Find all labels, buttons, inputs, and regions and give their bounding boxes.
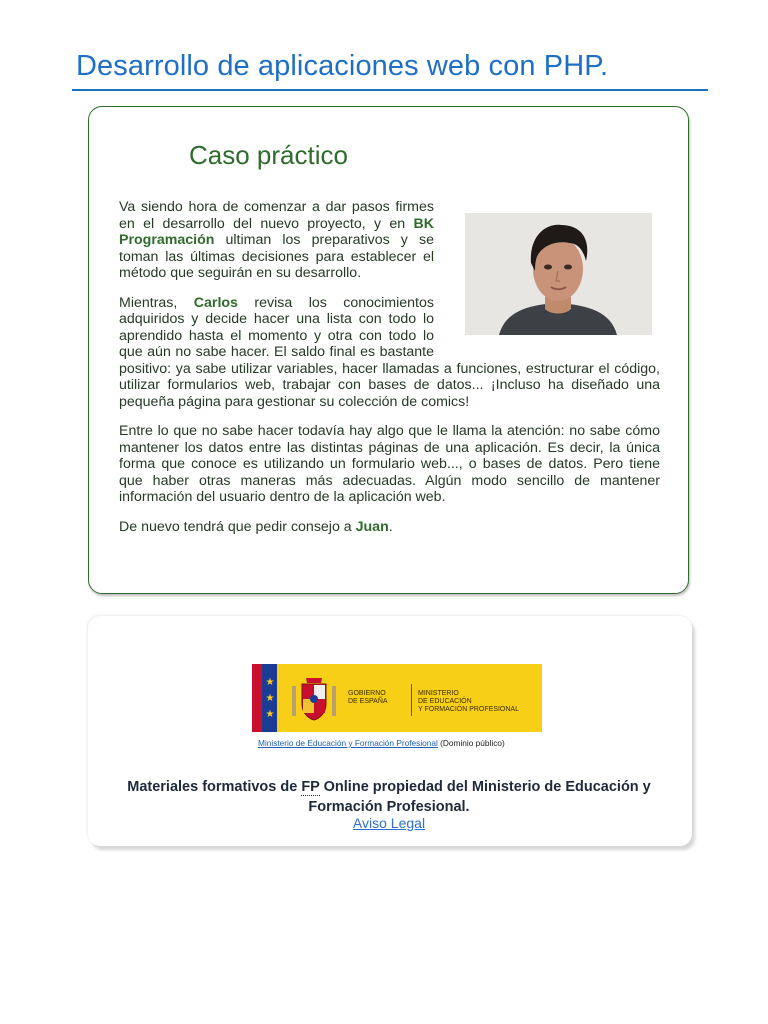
title-underline [72, 89, 708, 91]
paragraph-1-start: Va siendo hora de comenzar a dar pasos firmes en el desarrollo del nuevo proyecto, y en [119, 199, 434, 232]
paragraph-4-start: De nuevo tendrá que pedir consejo a [119, 518, 356, 535]
case-paragraph-1 [119, 199, 660, 282]
spain-coat-of-arms-icon [288, 672, 340, 724]
ownership-statement [100, 777, 678, 817]
ministry-label: MINISTERIO DE EDUCACIÓN Y FORMACIÓN PROFESIONAL [418, 690, 519, 713]
star-icon: ★ [265, 693, 275, 704]
license-note: (Dominio público) [437, 738, 505, 748]
character-name-carlos: Carlos [193, 294, 238, 311]
government-label: GOBIERNO DE ESPAÑA [348, 690, 388, 705]
paragraph-1-end: ultiman los preparativos y se toman las últimas decisiones para establecer el método que seguirán en su desarrollo. [119, 232, 434, 281]
paragraph-2-end: revisa los conocimientos adquiridos y decide hacer una lista con todo lo aprendido hasta el momento y otra con todo lo que aún no sabe hacer. El saldo final es bastante positivo: ya sabe utilizar variables, hacer llamadas a funciones, estructurar el código, utilizar formularios web, trabajar con bases de datos... ¡Incluso ha diseñado una pequeña página para gestionar su colección de comics! [119, 294, 660, 410]
star-icon: ★ [265, 709, 275, 720]
ownership-end: Online propiedad del Ministerio de Educación y Formación Profesional. [308, 779, 651, 815]
paragraph-2-start: Mientras, [119, 294, 194, 311]
document-title: Desarrollo de aplicaciones web con PHP. [76, 50, 609, 82]
case-paragraph-4 [119, 519, 660, 536]
photo-spacer [434, 199, 660, 351]
character-name-juan: Juan [355, 518, 389, 535]
company-name: BK Programación [119, 215, 434, 248]
paragraph-4-end: . [388, 518, 393, 535]
legal-notice-link[interactable]: Aviso Legal [352, 815, 426, 831]
fp-abbreviation: FP [301, 779, 320, 795]
ownership-start: Materiales formativos de [127, 779, 302, 795]
ministry-link[interactable]: Ministerio de Educación y Formación Profesional [258, 738, 438, 748]
spain-eu-flag-icon [252, 664, 277, 732]
logo-caption [258, 738, 505, 748]
case-study-heading: Caso práctico [189, 140, 348, 170]
flag-red-stripe [252, 664, 262, 732]
case-paragraph-3: Entre lo que no sabe hacer todavía hay algo que le llama la atención: no sabe cómo mantener los datos entre las distintas páginas de una aplicación. Es decir, la única forma que conoce es utilizando un formulario web..., o bases de datos. Pero tiene que haber otras maneras más adecuadas. Algún modo sencillo de mantener información del usuario dentro de la aplicación web. [119, 423, 660, 505]
logo-divider [411, 684, 412, 716]
ministry-logo [252, 664, 542, 732]
case-study-text [119, 199, 660, 548]
star-icon: ★ [265, 677, 275, 688]
